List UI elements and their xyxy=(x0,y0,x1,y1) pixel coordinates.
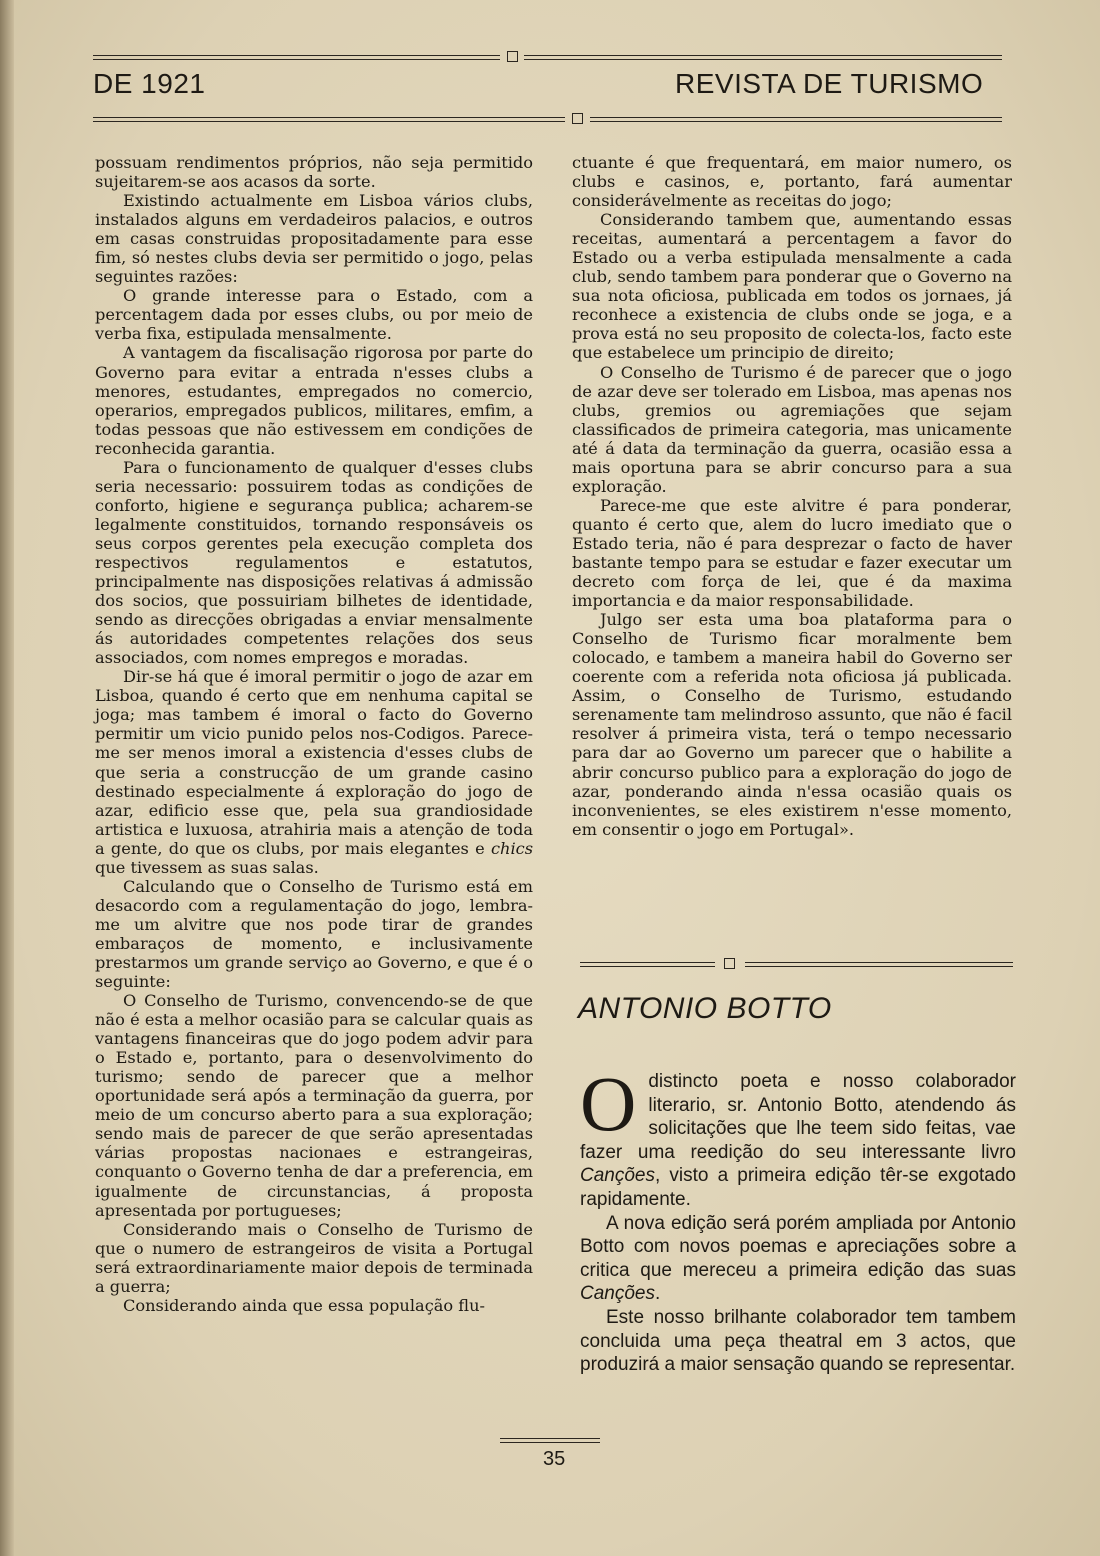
paragraph: Parece-me que este alvitre é para ponderar, quanto é certo que, alem do lucro imediato que o Estado teria, não é para desprezar o facto de haver bastante tempo para se estudar e fazer executar um decreto com força de lei, que é da maxima importancia e da maior responsabilidade. xyxy=(572,495,1012,611)
header-top-rule-left xyxy=(93,55,500,60)
paragraph: Este nosso brilhante colaborador tem tambem concluida uma peça theatral em 3 actos, que produzirá a maior sensação quando se representar. xyxy=(580,1306,1016,1376)
header-ornament-bottom xyxy=(572,113,583,124)
paragraph: Calculando que o Conselho de Turismo está em desacordo com a regulamentação do jogo, lembra-me um alvitre que nos pode tirar de grandes embaraços de momento, e inclusivamente prestarmos um grande serviço ao Governo, e que é o seguinte: xyxy=(95,876,533,992)
paragraph-text: . xyxy=(655,1283,661,1305)
paragraph-text: que tivessem as suas salas. xyxy=(95,857,319,877)
paragraph: O Conselho de Turismo, convencendo-se de que não é esta a melhor ocasião para se calcular quais as vantagens financeiras que do jogo podem advir para o Estado e, portanto, para o desenvolvimento do turismo; sendo de parecer que a melhor oportunidade será após a terminação da guerra, por meio de um concurso aberto para a sua exploração; sendo mais de parecer de que serão apresentadas várias propostas nacionaes e estrangeiras, conquanto o Governo tenha de dar a preferencia, em igualmente de circunstancias, á proposta apresentada por portugueses; xyxy=(95,991,533,1220)
paragraph: O grande interesse para o Estado, com a percentagem dada por esses clubs, ou por meio de verba fixa, estipulada mensalmente. xyxy=(95,286,533,344)
paragraph: O Conselho de Turismo é de parecer que o jogo de azar deve ser tolerado em Lisboa, mas apenas nos clubs, gremios ou agremiações que sejam classificados de primeira categoria, mas unicamente até á data da terminação da guerra, ocasião essa a mais oportuna para se abrir concurso para a sua exploração. xyxy=(572,362,1012,496)
header-ornament-top xyxy=(507,51,518,62)
paragraph: possuam rendimentos próprios, não seja permitido sujeitarem-se aos acasos da sorte. xyxy=(95,153,533,192)
article-separator-right xyxy=(745,962,1013,967)
page-edge xyxy=(0,0,14,1556)
article-title: ANTONIO BOTTO xyxy=(578,992,832,1025)
paragraph: Considerando tambem que, aumentando essas receitas, aumentará a percentagem a favor do Estado ou a verba estipulada mensalmente a cada club, sendo tambem para ponderar que o Governo na sua nota oficiosa, publicada em todos os jornaes, já reconhece a existencia de clubs onde se joga, e a prova está no seu proposito de colecta-los, facto este que estabelece um principio de direito; xyxy=(572,210,1012,363)
paragraph-text: Dir-se há que é imoral permitir o jogo de azar em Lisboa, quando é certo que em nenhuma capital se joga; mas tambem é imoral o facto do Governo permitir um vicio punido pelos nos-Codigos. Parece-me ser menos imoral a existencia d'esses clubs de que seria a construcção de um grande casino destinado especialmente á exploração do jogo de azar, edificio esse que, pela sua grandiosidade artistica e luxuosa, atrahiria mais a atenção de toda a gente, do que os clubs, por mais elegantes e xyxy=(95,667,533,858)
paragraph xyxy=(580,1212,1016,1306)
article-body xyxy=(580,1060,1016,1377)
drop-cap: O xyxy=(580,1060,637,1147)
book-title: Canções xyxy=(580,1165,655,1187)
header-top-rule-right xyxy=(524,55,1002,60)
paragraph xyxy=(580,1060,1016,1212)
paragraph-text: , visto a primeira edição têr-se exgotado rapidamente. xyxy=(580,1165,1016,1210)
separator-ornament xyxy=(724,958,735,969)
header-year: DE 1921 xyxy=(93,68,206,99)
page-number: 35 xyxy=(543,1448,566,1470)
paragraph-text: A nova edição será porém ampliada por Antonio Botto com novos poemas e apreciações sobre a critica que mereceu a primeira edição das suas xyxy=(580,1212,1016,1281)
header-bottom-rule-left xyxy=(93,117,565,122)
header-bottom-rule-right xyxy=(590,117,1002,122)
paragraph: Existindo actualmente em Lisboa vários clubs, instalados alguns em verdadeiros palacios, e outros em casas construidas propositadamente para esse fim, só nestes clubs devia ser permitido o jogo, pelas seguintes razões: xyxy=(95,191,533,287)
book-title: Canções xyxy=(580,1283,655,1305)
article-separator-left xyxy=(580,962,715,967)
paragraph xyxy=(95,667,533,877)
left-column xyxy=(95,153,533,1315)
italic-word: chics xyxy=(490,838,533,858)
right-column xyxy=(572,153,1012,839)
paragraph: Julgo ser esta uma boa plataforma para o Conselho de Turismo ficar moralmente bem colocado, e tambem a maneira habil do Governo ser coerente com a referida nota oficiosa já publicada. Assim, o Conselho de Turismo, estudando serenamente tam melindroso assunto, que não é facil resolver á primeira vista, terá o tempo necessario para dar ao Governo um parecer que o habilite a abrir concurso publico para a exploração do jogo de azar, ponderando ainda n'essa ocasião quais os inconvenientes, se eles existirem n'esse momento, em consentir o jogo em Portugal». xyxy=(572,610,1012,839)
footer-rule xyxy=(500,1438,600,1443)
paragraph: Considerando ainda que essa população flu- xyxy=(123,1295,485,1315)
paragraph-text: distincto poeta e nosso colaborador literario, sr. Antonio Botto, atendendo ás solicitações que lhe teem sido feitas, vae fazer uma reedição do seu interessante livro xyxy=(580,1071,1016,1163)
paragraph: ctuante é que frequentará, em maior numero, os clubs e casinos, e, portanto, fará aumentar considerávelmente as receitas do jogo; xyxy=(572,153,1012,211)
header-magazine-name: REVISTA DE TURISMO xyxy=(675,68,984,99)
paragraph: Para o funcionamento de qualquer d'esses clubs seria necessario: possuirem todas as condições de conforto, higiene e segurança publica; acharem-se legalmente constituidos, tornando responsáveis os seus corpos gerentes pela execução completa dos respectivos regulamentos e estatutos, principalmente nas disposições relativas á admissão dos socios, que possuiriam bilhetes de identidade, sendo as direcções obrigadas a enviar mensalmente ás autoridades competentes relações dos seus associados, com nomes empregos e moradas. xyxy=(95,457,533,668)
paragraph: Considerando mais o Conselho de Turismo de que o numero de estrangeiros de visita a Portugal será extraordinariamente maior depois de terminada a guerra; xyxy=(95,1219,533,1296)
paragraph: A vantagem da fiscalisação rigorosa por parte do Governo para evitar a entrada n'esses clubs a menores, estudantes, empregados no comercio, operarios, empregados publicos, militares, emfim, a todas pessoas que não estivessem em condições de reconhecida garantia. xyxy=(95,343,533,458)
